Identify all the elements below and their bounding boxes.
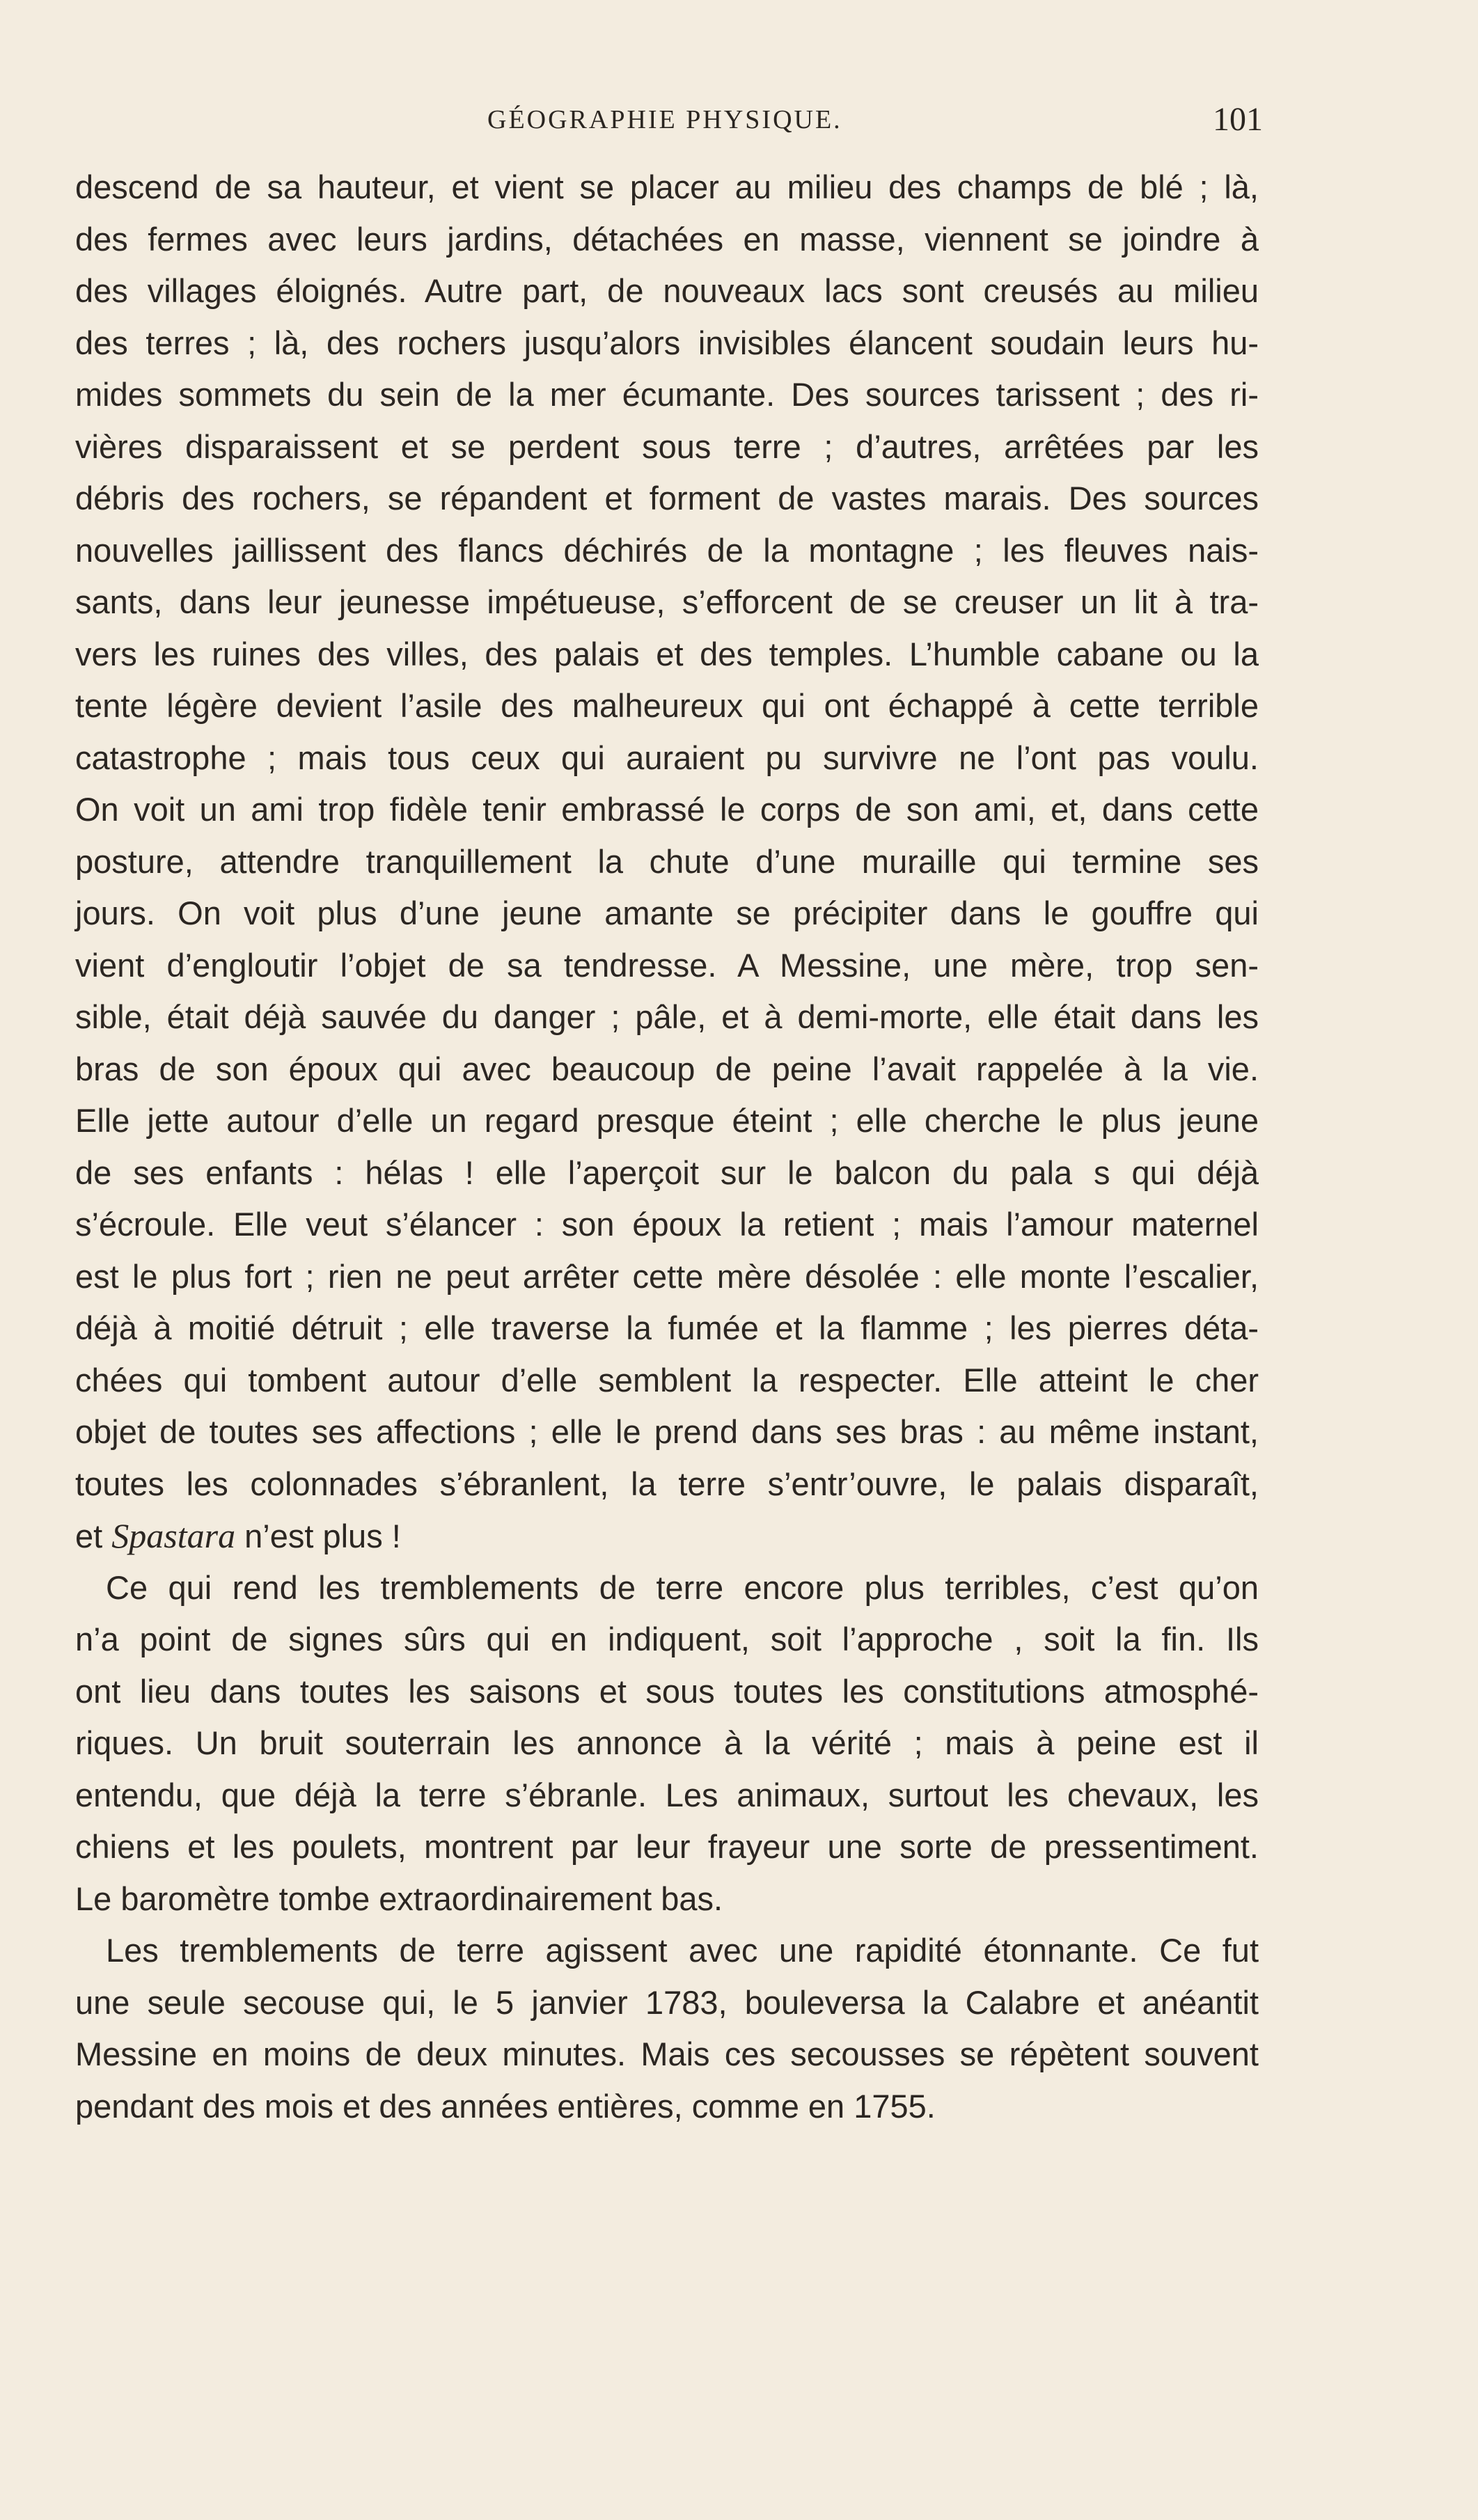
- text-line: bras de son époux qui avec beaucoup de peine l’avait rappelée à la vie.: [75, 1050, 1259, 1087]
- text-line: catastrophe ; mais tous ceux qui auraient pu survivre ne l’ont pas voulu.: [75, 739, 1259, 776]
- text-line: Le baromètre tombe extraordinairement bas.: [75, 1880, 723, 1917]
- text-line: vient d’engloutir l’objet de sa tendresse. A Messine, une mère, trop sen-: [75, 946, 1259, 984]
- italic-place-name: Spastara: [111, 1516, 236, 1555]
- text-line: tente légère devient l’asile des malheureux qui ont échappé à cette terrible: [75, 687, 1259, 724]
- text-line: chées qui tombent autour d’elle semblent la respecter. Elle atteint le cher: [75, 1361, 1259, 1399]
- final-line-prefix: et: [75, 1518, 112, 1554]
- text-line: On voit un ami trop fidèle tenir embrassé le corps de son ami, et, dans cette: [75, 791, 1259, 828]
- text-line: toutes les colonnades s’ébranlent, la terre s’entr’ouvre, le palais disparaît,: [75, 1465, 1259, 1502]
- text-line: posture, attendre tranquillement la chute d’une muraille qui termine ses: [75, 842, 1259, 880]
- text-line: pendant des mois et des années entières, comme en 1755.: [75, 2087, 936, 2125]
- text-line: déjà à moitié détruit ; elle traverse la fumée et la flamme ; les pierres déta-: [75, 1309, 1259, 1346]
- text-line: riques. Un bruit souterrain les annonce à la vérité ; mais à peine est il: [75, 1724, 1259, 1761]
- text-line: Ce qui rend les tremblements de terre encore plus terribles, c’est qu’on: [106, 1568, 1259, 1606]
- paragraph-2: [75, 1562, 1259, 1926]
- text-line: nouvelles jaillissent des flancs déchirés de la montagne ; les fleuves nais-: [75, 531, 1259, 569]
- paragraph-3: [75, 1925, 1259, 2132]
- body-text: [75, 162, 1259, 2132]
- text-line: une seule secouse qui, le 5 janvier 1783, bouleversa la Calabre et anéantit: [75, 1983, 1259, 2021]
- text-line: sants, dans leur jeunesse impétueuse, s’efforcent de se creuser un lit à tra-: [75, 583, 1259, 620]
- text-line: descend de sa hauteur, et vient se placer au milieu des champs de blé ; là,: [75, 168, 1259, 205]
- text-line: vers les ruines des villes, des palais et des temples. L’humble cabane ou la: [75, 635, 1259, 672]
- text-line-final: [75, 1510, 1259, 1562]
- text-line: des villages éloignés. Autre part, de nouveaux lacs sont creusés au milieu: [75, 272, 1259, 309]
- text-line: vières disparaissent et se perdent sous terre ; d’autres, arrêtées par les: [75, 427, 1259, 465]
- text-line: ont lieu dans toutes les saisons et sous toutes les constitutions atmosphé-: [75, 1672, 1259, 1710]
- running-title: GÉOGRAPHIE PHYSIQUE.: [487, 105, 842, 134]
- page-number: 101: [1213, 101, 1263, 138]
- text-line: n’a point de signes sûrs qui en indiquent, soit l’approche , soit la fin. Ils: [75, 1621, 1259, 1657]
- text-line: Les tremblements de terre agissent avec une rapidité étonnante. Ce fut: [106, 1932, 1259, 1969]
- text-line: jours. On voit plus d’une jeune amante se précipiter dans le gouffre qui: [75, 895, 1259, 931]
- text-line: est le plus fort ; rien ne peut arrêter cette mère désolée : elle monte l’escalier,: [75, 1257, 1259, 1295]
- text-line: chiens et les poulets, montrent par leur frayeur une sorte de pressentiment.: [75, 1828, 1259, 1865]
- text-line: de ses enfants : hélas ! elle l’aperçoit sur le balcon du pala s qui déjà: [75, 1153, 1259, 1191]
- paragraph-1: [75, 162, 1259, 1562]
- text-line: s’écroule. Elle veut s’élancer : son époux la retient ; mais l’amour maternel: [75, 1206, 1259, 1243]
- text-line: mides sommets du sein de la mer écumante. Des sources tarissent ; des ri-: [75, 376, 1259, 413]
- text-line: débris des rochers, se répandent et forment de vastes marais. Des sources: [75, 480, 1259, 517]
- page-header: [77, 101, 1263, 153]
- text-line: sible, était déjà sauvée du danger ; pâle, et à demi-morte, elle était dans les: [75, 998, 1259, 1035]
- text-line: entendu, que déjà la terre s’ébranle. Les animaux, surtout les chevaux, les: [75, 1776, 1259, 1813]
- text-line: Elle jette autour d’elle un regard presque éteint ; elle cherche le plus jeune: [75, 1102, 1259, 1139]
- final-line-suffix: n’est plus !: [235, 1518, 401, 1554]
- text-line: des fermes avec leurs jardins, détachées en masse, viennent se joindre à: [75, 220, 1259, 258]
- text-line: Messine en moins de deux minutes. Mais ces secousses se répètent souvent: [75, 2035, 1259, 2072]
- text-line: des terres ; là, des rochers jusqu’alors invisibles élancent soudain leurs hu-: [75, 324, 1259, 361]
- text-line: objet de toutes ses affections ; elle le prend dans ses bras : au même instant,: [75, 1413, 1259, 1450]
